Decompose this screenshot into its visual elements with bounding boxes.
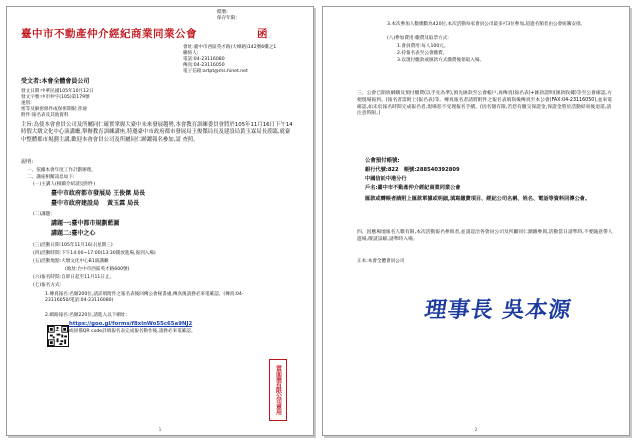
recipient: 受文者:本會全體會員公司 (21, 78, 90, 85)
official-seal-stamp: 當面商有限公司章用 (269, 359, 287, 421)
account-title: 公會預付帳號: (365, 158, 400, 164)
account-number: 銀行代號:822 帳號:288540392809 (365, 167, 460, 173)
contact-email: 電子信箱:artpt@ms.hinet.net (183, 69, 248, 74)
topic-2: 講題二:臺中之心 (51, 230, 96, 237)
contact-phone: 電話:04-23116080 (183, 57, 225, 62)
issue-date: 發文日期:中華民國105年10月12日 (21, 89, 94, 94)
contact-address: 會址:臺中市西區英才路(大峰路)142號6樓之1 (183, 45, 277, 50)
org-title: 臺中市不動產仲介經紀商業同業公會 (21, 28, 197, 40)
file-no-label: 檔號: (217, 10, 228, 15)
cc-line: 正本:本會全體會員公司 (357, 259, 405, 264)
fax-registration: 1.傳真報名:名額200位,請詳填附件之報名表後回傳公會秘書處,傳真後請務必來電確認。(傳真:04-23116050/電話:04-23116080) (45, 292, 244, 304)
document-page-1 (6, 6, 314, 436)
subject: 主旨:為使本會會員公司及所屬同仁確實掌握大臺中未來發展趨勢,本會教育訓練委員會將於105年11月16日下午14時假大墩文化中心演講廳,舉辦教育訓練講座,特邀臺中市政府都市發展局王俊傑局長及建設局黃玉霖局長蒞臨,就臺中整體都市規劃主講,歡迎本會會員公司及所屬同仁踴躍報名參加,請 查照。 (21, 122, 293, 143)
account-name: 戶名:臺中市不動產仲介經紀商業同業公會 (365, 185, 461, 191)
qr-instruction: 或掃描QR code詳填報名表完成報名動作後,請務必來電確認。 (69, 329, 196, 334)
event-date: (三)活動日期:105年11月16日(星期三) (33, 243, 113, 248)
online-registration: 2.網路報名:名額220位,請進入以下網址: (45, 313, 128, 318)
registration-method: (七)報名方式: (33, 283, 62, 288)
retention-label: 保存年限: (217, 16, 237, 21)
fee-pay-at-office: 2.持報名表至公會繳費。 (397, 51, 448, 56)
fee-heading: (八)參加費用:繳費及取票方式: (387, 36, 449, 41)
remittance-notice: 匯款或轉帳者請附上匯款單據或明細,填寫繳費項目、經紀公司名稱、姓名、電話等資料回傳公會。 (365, 196, 591, 202)
fee-member: 1.會員費用:每人100元。 (397, 44, 449, 49)
document-page-2 (322, 6, 630, 436)
registration-link[interactable]: https://goo.gl/forms/f8xlnWo55c65a9NJ2 (69, 321, 193, 327)
item-1: 一、依據本會年度工作計劃辦理。 (27, 168, 96, 173)
doc-type: 函 (257, 28, 268, 40)
registration-period: (六)報名時間:自即日起至11月11日止。 (33, 275, 115, 280)
attendance-note: 3.本次參加人數總數為420位,本次活動每家會員公司最多可3位參加,超過名額者由公會統籌安排。 (387, 22, 586, 27)
page-number: 2 (474, 427, 478, 432)
item-3-prepay: 三、公會已開放網購及預付繳費(以手先為準),預先匯款至公會帳戶,再傳真(報名表)+匯款證明(匯款收據)等至公會確認,方便現場報到。(報名者需附上(報名表)等。傳真報名者請將附件之報名表填寫後傳真至本公會(FAX:04-23116050),並來電確認,如未於報名時間完成報名者,現場恕不受理報名手續。(因名額有限,若您有繳交保證金,保證金將於活動結束後退還,請注意時限。) (357, 91, 613, 117)
speakers-heading: (一)主講人(相關介紹請見附件) (33, 182, 96, 187)
venue-address: (地址:台中市西區英才路600號) (65, 267, 130, 272)
page-number: 1 (158, 427, 162, 432)
speed: 速別: (21, 101, 32, 106)
event-time: (四)活動時間:下午14:00~17:00(13:30開放進場,報到入場) (33, 251, 156, 256)
topics-heading: (二)講題: (33, 212, 52, 217)
fee-transfer: 3.以現付繳款或匯款方式繳費後領取入場。 (397, 58, 485, 63)
contact-person: 聯絡人: (183, 51, 199, 56)
bank-branch: 中國信託中港分行 (365, 176, 407, 182)
qr-code-image[interactable] (47, 325, 69, 347)
event-venue: (五)活動地點:大墩文化中心B1演講廳 (33, 259, 109, 264)
explain-label: 說明: (21, 159, 34, 165)
chairman-signature: 理事長 吳本源 (422, 297, 574, 323)
contact-fax: 傳真:04-23116050 (183, 63, 225, 68)
item-2: 二、講座相關訊息如下: (27, 175, 75, 180)
speaker-2: 臺中市政府建設局 黃玉霖 局長 (51, 200, 140, 207)
speaker-1: 臺中市政府都市發展局 王俊傑 局長 (51, 190, 146, 197)
attachment: 附件:報名表及其他資料 (21, 113, 69, 118)
confidentiality: 密等及解密條件或保密期限:普通 (21, 107, 87, 112)
item-4-venue-note: 四、因應場地報名人數有限,本次活動報名參與者,並請逕洽各會員公司及所屬同仁踴躍參與,活動當日請準時,不要隨意帶人進場,敬請諒解,請準時入場。 (357, 230, 613, 242)
topic-1: 講題一:臺中都市規劃藍圖 (51, 220, 120, 227)
doc-number: 發文字號:中市仲字(105)第179號 (21, 95, 90, 100)
